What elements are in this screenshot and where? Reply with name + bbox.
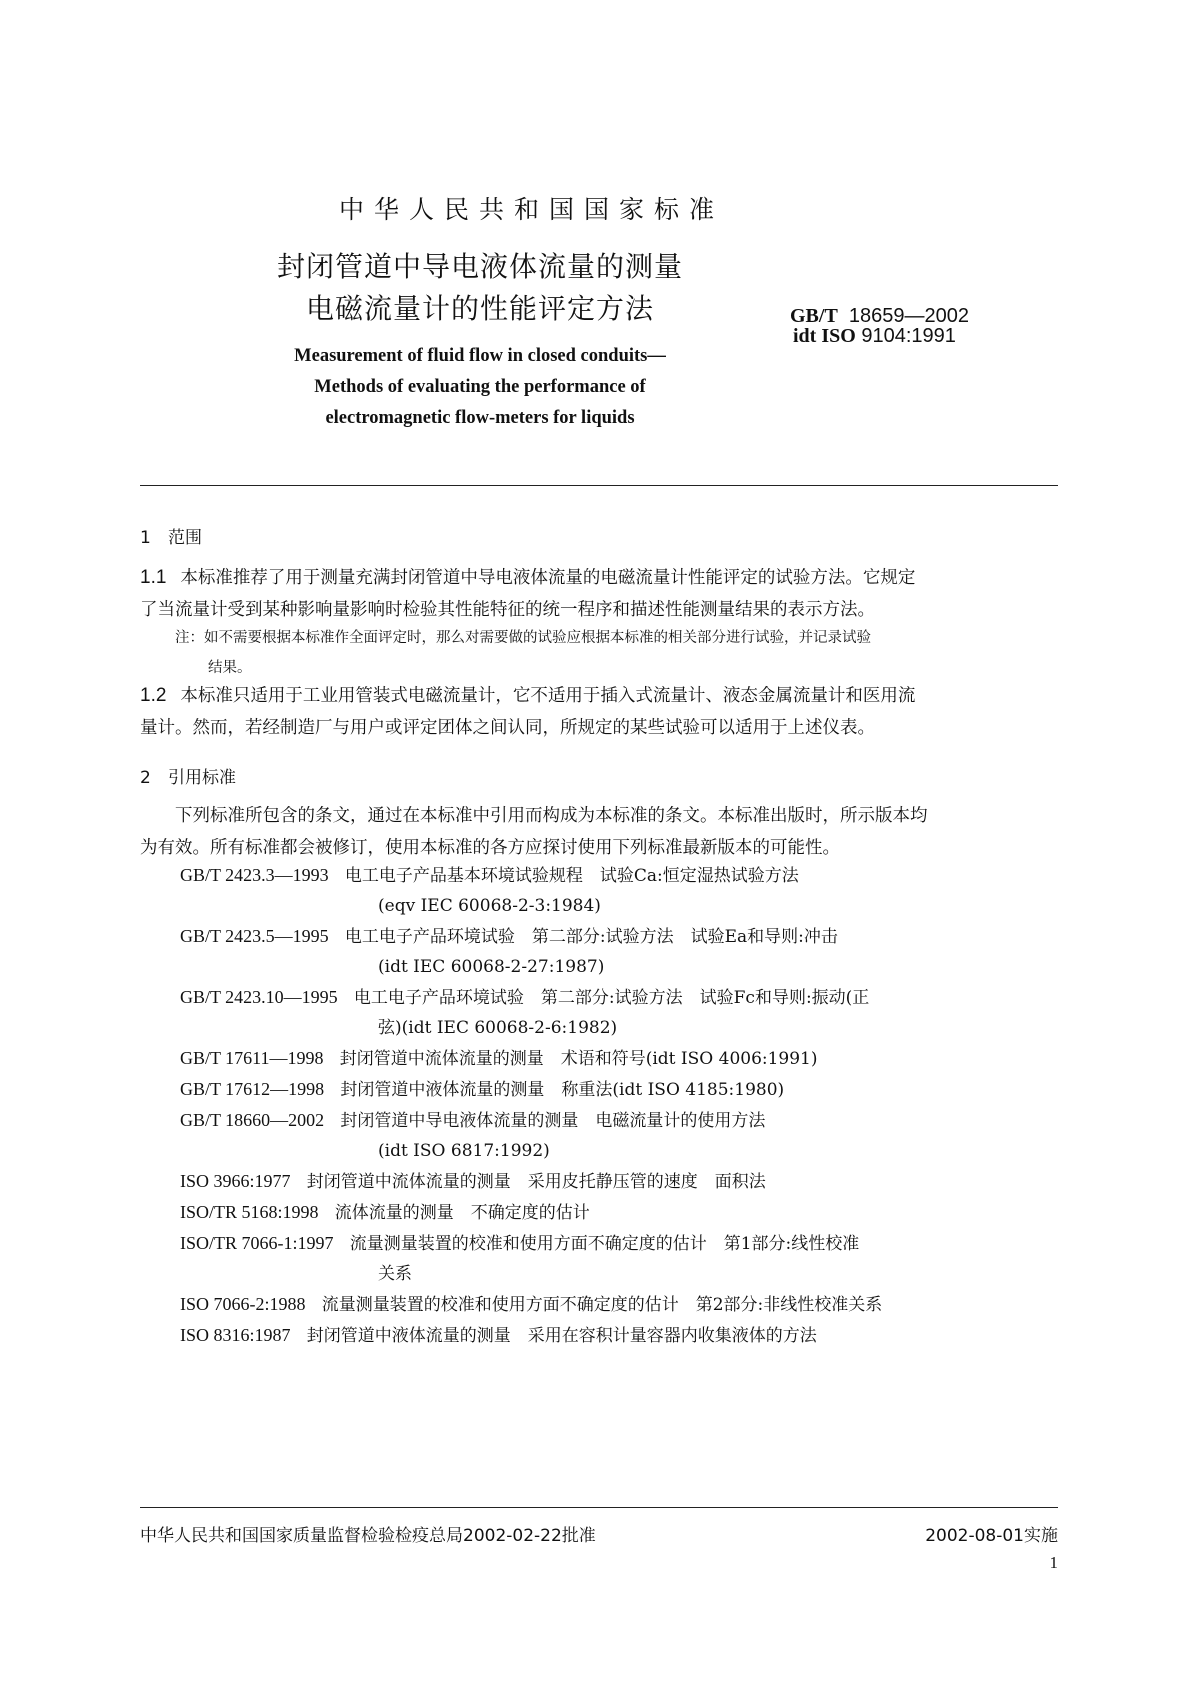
intro-line2: 为有效。所有标准都会被修订，使用本标准的各方应探讨使用下列标准最新版本的可能性。: [140, 838, 840, 858]
reference-code: ISO 7066-2:1988: [180, 1294, 306, 1314]
section-2-intro: [140, 800, 1058, 864]
clause-1-1-number: 1.1: [140, 567, 167, 588]
reference-code: GB/T 2423.3—1993: [180, 865, 329, 885]
reference-code: GB/T 2423.5—1995: [180, 926, 329, 946]
idt-prefix: idt ISO: [793, 325, 856, 347]
clause-1-2-line1: 1.2 本标准只适用于工业用管装式电磁流量计，它不适用于插入式流量计、液态金属流量计和医用流: [140, 685, 916, 706]
reference-title: 封闭管道中液体流量的测量 称重法(idt ISO 4185:1980): [340, 1080, 785, 1100]
clause-1-2: [140, 680, 1058, 744]
reference-cont: (idt ISO 6817:1992): [378, 1141, 550, 1161]
reference-item: [180, 982, 1060, 1043]
reference-title: 电工电子产品环境试验 第二部分:试验方法 试验Fc和导则:振动(正: [353, 988, 870, 1008]
clause-1-2-number: 1.2: [140, 685, 167, 706]
idt-code: 9104:1991: [861, 325, 956, 347]
standard-prefix: GB/T: [790, 305, 838, 327]
reference-cont: 关系: [378, 1264, 412, 1284]
note: [175, 623, 1058, 683]
section-2-number: 2: [140, 768, 151, 788]
title-cn-line1: 封闭管道中导电液体流量的测量: [276, 250, 683, 283]
reference-item: [180, 1228, 1060, 1289]
reference-title: 封闭管道中流体流量的测量 术语和符号(idt ISO 4006:1991): [339, 1049, 818, 1069]
reference-code: GB/T 18660—2002: [180, 1110, 325, 1130]
section-1-heading: [140, 523, 202, 548]
reference-code: ISO 8316:1987: [180, 1325, 291, 1345]
reference-title: 封闭管道中流体流量的测量 采用皮托静压管的速度 面积法: [306, 1172, 766, 1192]
section-1-title: 范围: [168, 528, 202, 548]
reference-code: ISO 3966:1977: [180, 1171, 291, 1191]
reference-list: [180, 860, 1060, 1351]
reference-item: [180, 1166, 1060, 1197]
footer-divider: [140, 1507, 1058, 1508]
reference-item: [180, 1074, 1060, 1105]
reference-item: [180, 1197, 1060, 1228]
reference-cont: (eqv IEC 60068-2-3:1984): [378, 896, 601, 916]
idt-standard: [793, 325, 956, 348]
section-1-number: 1: [140, 528, 151, 548]
reference-title: 封闭管道中导电液体流量的测量 电磁流量计的使用方法: [340, 1111, 766, 1131]
reference-title: 电工电子产品基本环境试验规程 试验Ca:恒定湿热试验方法: [344, 866, 799, 886]
clause-1-1-line1: 1.1 本标准推荐了用于测量充满封闭管道中导电液体流量的电磁流量计性能评定的试验方法。它规定: [140, 567, 916, 588]
title-en-line3: electromagnetic flow-meters for liquids: [325, 408, 635, 428]
title-en-line1: Measurement of fluid flow in closed conduits—: [294, 346, 666, 366]
note-line2: 结果。: [208, 660, 252, 676]
reference-title: 流量测量装置的校准和使用方面不确定度的估计 第1部分:线性校准: [349, 1234, 860, 1254]
reference-item: [180, 1289, 1060, 1320]
standard-code: 18659—2002: [848, 305, 970, 327]
reference-title: 流体流量的测量 不确定度的估计: [334, 1203, 590, 1223]
reference-code: ISO/TR 7066-1:1997: [180, 1233, 334, 1253]
title-cn-line2: 电磁流量计的性能评定方法: [305, 292, 654, 325]
reference-code: GB/T 17611—1998: [180, 1048, 324, 1068]
clause-1-2-line2: 量计。然而，若经制造厂与用户或评定团体之间认同，所规定的某些试验可以适用于上述仪表。: [140, 718, 875, 738]
reference-title: 流量测量装置的校准和使用方面不确定度的估计 第2部分:非线性校准关系: [321, 1295, 883, 1315]
implementation-date: 2002-08-01实施: [925, 1526, 1058, 1546]
title-en-line2: Methods of evaluating the performance of: [314, 377, 646, 397]
header-divider: [140, 485, 1058, 486]
intro-line1: 下列标准所包含的条文，通过在本标准中引用而构成为本标准的条文。本标准出版时，所示版本均: [175, 806, 928, 826]
note-line1: 注：如不需要根据本标准作全面评定时，那么对需要做的试验应根据本标准的相关部分进行试验，并记录试验: [175, 630, 871, 646]
reference-title: 封闭管道中液体流量的测量 采用在容积计量容器内收集液体的方法: [306, 1326, 817, 1346]
approval-line: 中华人民共和国国家质量监督检验检疫总局2002-02-22批准: [140, 1526, 596, 1546]
clause-1-1: [140, 562, 1058, 626]
page-number: 1: [1049, 1553, 1058, 1572]
reference-item: [180, 860, 1060, 921]
reference-item: [180, 921, 1060, 982]
reference-item: [180, 1320, 1060, 1351]
section-2-heading: [140, 763, 236, 788]
reference-code: GB/T 2423.10—1995: [180, 987, 338, 1007]
reference-code: ISO/TR 5168:1998: [180, 1202, 319, 1222]
clause-1-1-line2: 了当流量计受到某种影响量影响时检验其性能特征的统一程序和描述性能测量结果的表示方法。: [140, 600, 875, 620]
reference-cont: (idt IEC 60068-2-27:1987): [378, 957, 605, 977]
reference-title: 电工电子产品环境试验 第二部分:试验方法 试验Ea和导则:冲击: [344, 927, 838, 947]
reference-code: GB/T 17612—1998: [180, 1079, 325, 1099]
reference-cont: 弦)(idt IEC 60068-2-6:1982): [378, 1018, 618, 1038]
section-2-title: 引用标准: [168, 768, 236, 788]
reference-item: [180, 1105, 1060, 1166]
reference-item: [180, 1043, 1060, 1074]
national-standard-heading: 中华人民共和国国家标准: [338, 195, 724, 224]
